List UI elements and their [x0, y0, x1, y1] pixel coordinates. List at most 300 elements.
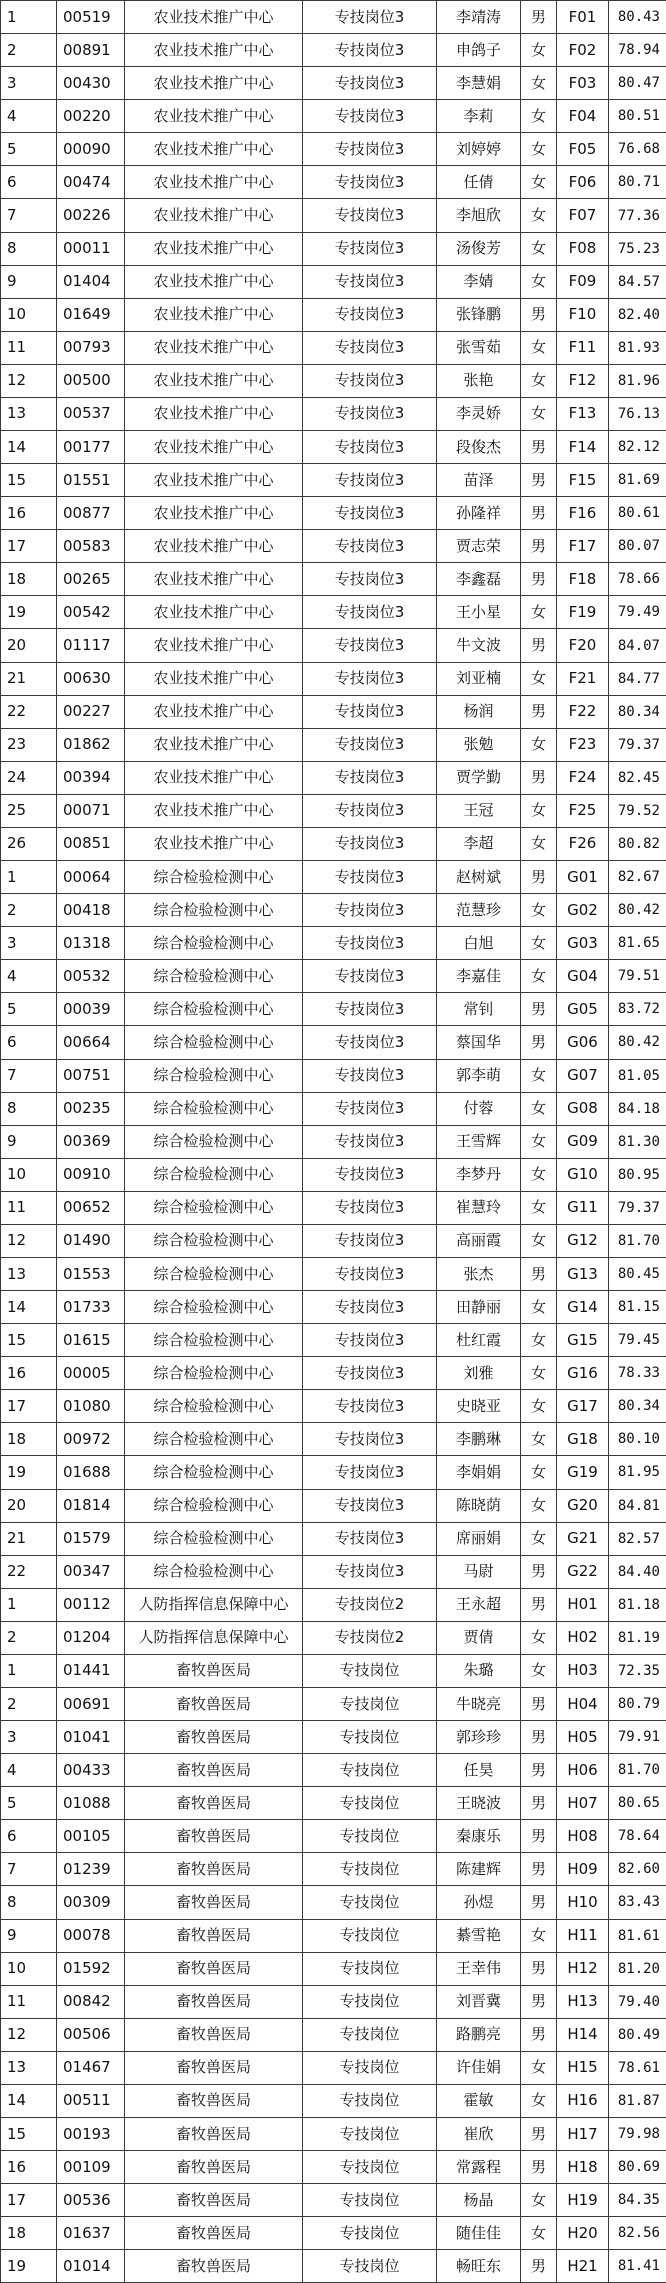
exam-code-cell: G11 [557, 1191, 609, 1224]
row-index-cell: 18 [1, 2217, 57, 2250]
position-cell: 专技岗位3 [303, 431, 437, 464]
score-cell: 82.12 [609, 431, 666, 464]
gender-cell: 女 [521, 67, 557, 100]
candidate-name-cell: 秦康乐 [437, 1820, 521, 1853]
gender-cell: 男 [521, 1754, 557, 1787]
unit-cell: 农业技术推广中心 [125, 331, 303, 364]
row-index-cell: 7 [1, 199, 57, 232]
ticket-number-cell: 00542 [57, 596, 125, 629]
score-cell: 79.91 [609, 1721, 666, 1754]
exam-code-cell: G09 [557, 1125, 609, 1158]
ticket-number-cell: 01088 [57, 1787, 125, 1820]
score-cell: 79.51 [609, 960, 666, 993]
table-row [1, 1026, 666, 1059]
score-cell: 80.45 [609, 1257, 666, 1290]
unit-cell: 农业技术推广中心 [125, 530, 303, 563]
exam-code-cell: G19 [557, 1456, 609, 1489]
position-cell: 专技岗位3 [303, 629, 437, 662]
unit-cell: 畜牧兽医局 [125, 2018, 303, 2051]
unit-cell: 综合检验检测中心 [125, 1059, 303, 1092]
candidate-name-cell: 王冠 [437, 794, 521, 827]
row-index-cell: 1 [1, 1588, 57, 1621]
position-cell: 专技岗位3 [303, 794, 437, 827]
exam-code-cell: F20 [557, 629, 609, 662]
candidate-name-cell: 李鹏琳 [437, 1423, 521, 1456]
unit-cell: 农业技术推广中心 [125, 497, 303, 530]
gender-cell: 女 [521, 232, 557, 265]
position-cell: 专技岗位 [303, 1919, 437, 1952]
exam-code-cell: F01 [557, 1, 609, 34]
score-cell: 84.40 [609, 1555, 666, 1588]
table-row [1, 1522, 666, 1555]
position-cell: 专技岗位 [303, 2018, 437, 2051]
unit-cell: 综合检验检测中心 [125, 1092, 303, 1125]
position-cell: 专技岗位3 [303, 1257, 437, 1290]
candidate-name-cell: 汤俊芳 [437, 232, 521, 265]
gender-cell: 女 [521, 1357, 557, 1390]
score-cell: 82.60 [609, 1853, 666, 1886]
position-cell: 专技岗位3 [303, 397, 437, 430]
unit-cell: 畜牧兽医局 [125, 1820, 303, 1853]
candidate-name-cell: 史晓亚 [437, 1390, 521, 1423]
unit-cell: 综合检验检测中心 [125, 1158, 303, 1191]
row-index-cell: 16 [1, 1357, 57, 1390]
position-cell: 专技岗位3 [303, 563, 437, 596]
ticket-number-cell: 00842 [57, 1985, 125, 2018]
exam-code-cell: F24 [557, 761, 609, 794]
table-row [1, 1621, 666, 1654]
unit-cell: 畜牧兽医局 [125, 1687, 303, 1720]
exam-code-cell: H13 [557, 1985, 609, 2018]
exam-code-cell: G21 [557, 1522, 609, 1555]
score-cell: 81.87 [609, 2084, 666, 2117]
position-cell: 专技岗位 [303, 1853, 437, 1886]
candidate-name-cell: 张雪茹 [437, 331, 521, 364]
ticket-number-cell: 00691 [57, 1687, 125, 1720]
score-cell: 80.49 [609, 2018, 666, 2051]
unit-cell: 综合检验检测中心 [125, 894, 303, 927]
exam-code-cell: F06 [557, 166, 609, 199]
unit-cell: 农业技术推广中心 [125, 34, 303, 67]
ticket-number-cell: 01592 [57, 1952, 125, 1985]
score-cell: 72.35 [609, 1654, 666, 1687]
row-index-cell: 6 [1, 166, 57, 199]
exam-code-cell: F08 [557, 232, 609, 265]
candidate-name-cell: 郭李萌 [437, 1059, 521, 1092]
exam-code-cell: F26 [557, 827, 609, 860]
position-cell: 专技岗位3 [303, 1092, 437, 1125]
candidate-name-cell: 杨晶 [437, 2184, 521, 2217]
candidate-name-cell: 王小星 [437, 596, 521, 629]
gender-cell: 女 [521, 2051, 557, 2084]
gender-cell: 女 [521, 397, 557, 430]
exam-code-cell: F18 [557, 563, 609, 596]
score-cell: 84.81 [609, 1489, 666, 1522]
position-cell: 专技岗位3 [303, 265, 437, 298]
exam-code-cell: G07 [557, 1059, 609, 1092]
position-cell: 专技岗位3 [303, 1357, 437, 1390]
row-index-cell: 9 [1, 1125, 57, 1158]
score-cell: 81.61 [609, 1919, 666, 1952]
table-row [1, 431, 666, 464]
score-cell: 82.56 [609, 2217, 666, 2250]
gender-cell: 女 [521, 166, 557, 199]
table-row [1, 563, 666, 596]
position-cell: 专技岗位3 [303, 1324, 437, 1357]
ticket-number-cell: 00430 [57, 67, 125, 100]
score-cell: 78.61 [609, 2051, 666, 2084]
row-index-cell: 12 [1, 1224, 57, 1257]
gender-cell: 男 [521, 563, 557, 596]
table-row [1, 1, 666, 34]
ticket-number-cell: 00506 [57, 2018, 125, 2051]
candidate-name-cell: 随佳佳 [437, 2217, 521, 2250]
position-cell: 专技岗位3 [303, 1489, 437, 1522]
unit-cell: 农业技术推广中心 [125, 133, 303, 166]
gender-cell: 女 [521, 364, 557, 397]
unit-cell: 农业技术推广中心 [125, 695, 303, 728]
gender-cell: 女 [521, 1919, 557, 1952]
table-row [1, 331, 666, 364]
score-cell: 84.57 [609, 265, 666, 298]
ticket-number-cell: 00369 [57, 1125, 125, 1158]
unit-cell: 畜牧兽医局 [125, 1787, 303, 1820]
position-cell: 专技岗位3 [303, 1291, 437, 1324]
position-cell: 专技岗位 [303, 1754, 437, 1787]
gender-cell: 女 [521, 1489, 557, 1522]
row-index-cell: 17 [1, 1390, 57, 1423]
candidate-name-cell: 李靖涛 [437, 1, 521, 34]
exam-code-cell: G01 [557, 861, 609, 894]
score-cell: 84.77 [609, 662, 666, 695]
ticket-number-cell: 00877 [57, 497, 125, 530]
candidate-name-cell: 任倩 [437, 166, 521, 199]
candidate-name-cell: 王幸伟 [437, 1952, 521, 1985]
ticket-number-cell: 00309 [57, 1886, 125, 1919]
table-row [1, 1985, 666, 2018]
ticket-number-cell: 00226 [57, 199, 125, 232]
ticket-number-cell: 01467 [57, 2051, 125, 2084]
gender-cell: 女 [521, 1621, 557, 1654]
unit-cell: 畜牧兽医局 [125, 1721, 303, 1754]
position-cell: 专技岗位3 [303, 100, 437, 133]
row-index-cell: 3 [1, 927, 57, 960]
candidate-name-cell: 陈晓荫 [437, 1489, 521, 1522]
table-row [1, 2151, 666, 2184]
ticket-number-cell: 00630 [57, 662, 125, 695]
row-index-cell: 23 [1, 728, 57, 761]
candidate-name-cell: 李梦丹 [437, 1158, 521, 1191]
exam-code-cell: G08 [557, 1092, 609, 1125]
gender-cell: 男 [521, 1687, 557, 1720]
position-cell: 专技岗位3 [303, 1390, 437, 1423]
table-row [1, 1588, 666, 1621]
ticket-number-cell: 00851 [57, 827, 125, 860]
row-index-cell: 26 [1, 827, 57, 860]
score-cell: 81.15 [609, 1291, 666, 1324]
position-cell: 专技岗位 [303, 2118, 437, 2151]
score-cell: 81.05 [609, 1059, 666, 1092]
table-row [1, 2184, 666, 2217]
score-cell: 81.30 [609, 1125, 666, 1158]
row-index-cell: 12 [1, 2018, 57, 2051]
position-cell: 专技岗位3 [303, 927, 437, 960]
row-index-cell: 11 [1, 1191, 57, 1224]
candidate-name-cell: 霍敏 [437, 2084, 521, 2117]
candidate-name-cell: 张杰 [437, 1257, 521, 1290]
candidate-name-cell: 段俊杰 [437, 431, 521, 464]
table-row [1, 1456, 666, 1489]
candidate-name-cell: 李超 [437, 827, 521, 860]
position-cell: 专技岗位3 [303, 530, 437, 563]
gender-cell: 男 [521, 497, 557, 530]
row-index-cell: 9 [1, 1919, 57, 1952]
candidate-name-cell: 崔慧玲 [437, 1191, 521, 1224]
row-index-cell: 22 [1, 1555, 57, 1588]
unit-cell: 畜牧兽医局 [125, 2184, 303, 2217]
score-cell: 80.34 [609, 695, 666, 728]
candidate-name-cell: 任昊 [437, 1754, 521, 1787]
exam-code-cell: F11 [557, 331, 609, 364]
unit-cell: 畜牧兽医局 [125, 1952, 303, 1985]
exam-code-cell: G15 [557, 1324, 609, 1357]
score-cell: 84.07 [609, 629, 666, 662]
gender-cell: 女 [521, 1324, 557, 1357]
gender-cell: 男 [521, 298, 557, 331]
ticket-number-cell: 00972 [57, 1423, 125, 1456]
exam-code-cell: G04 [557, 960, 609, 993]
row-index-cell: 13 [1, 2051, 57, 2084]
score-cell: 81.95 [609, 1456, 666, 1489]
exam-code-cell: G06 [557, 1026, 609, 1059]
position-cell: 专技岗位3 [303, 1026, 437, 1059]
row-index-cell: 10 [1, 1952, 57, 1985]
table-row [1, 1324, 666, 1357]
unit-cell: 综合检验检测中心 [125, 1423, 303, 1456]
exam-code-cell: F15 [557, 464, 609, 497]
row-index-cell: 25 [1, 794, 57, 827]
unit-cell: 综合检验检测中心 [125, 960, 303, 993]
position-cell: 专技岗位 [303, 2051, 437, 2084]
score-cell: 79.37 [609, 1191, 666, 1224]
unit-cell: 综合检验检测中心 [125, 1489, 303, 1522]
gender-cell: 男 [521, 2018, 557, 2051]
gender-cell: 男 [521, 1588, 557, 1621]
unit-cell: 农业技术推广中心 [125, 431, 303, 464]
position-cell: 专技岗位3 [303, 993, 437, 1026]
unit-cell: 畜牧兽医局 [125, 1853, 303, 1886]
row-index-cell: 6 [1, 1026, 57, 1059]
table-row [1, 2051, 666, 2084]
candidate-name-cell: 王晓波 [437, 1787, 521, 1820]
candidate-name-cell: 刘婷婷 [437, 133, 521, 166]
table-row [1, 1191, 666, 1224]
position-cell: 专技岗位3 [303, 761, 437, 794]
row-index-cell: 12 [1, 364, 57, 397]
exam-code-cell: H05 [557, 1721, 609, 1754]
candidate-name-cell: 高丽霞 [437, 1224, 521, 1257]
unit-cell: 综合检验检测中心 [125, 1224, 303, 1257]
exam-code-cell: H10 [557, 1886, 609, 1919]
ticket-number-cell: 00751 [57, 1059, 125, 1092]
gender-cell: 女 [521, 2217, 557, 2250]
gender-cell: 男 [521, 1787, 557, 1820]
ticket-number-cell: 00177 [57, 431, 125, 464]
unit-cell: 人防指挥信息保障中心 [125, 1588, 303, 1621]
candidate-name-cell: 贾学勤 [437, 761, 521, 794]
ticket-number-cell: 01318 [57, 927, 125, 960]
score-cell: 82.40 [609, 298, 666, 331]
candidate-name-cell: 刘晋冀 [437, 1985, 521, 2018]
ticket-number-cell: 00891 [57, 34, 125, 67]
score-cell: 79.45 [609, 1324, 666, 1357]
table-row [1, 2250, 666, 2283]
ticket-number-cell: 00537 [57, 397, 125, 430]
ticket-number-cell: 00511 [57, 2084, 125, 2117]
table-row [1, 1919, 666, 1952]
table-row [1, 1754, 666, 1787]
candidate-name-cell: 杨润 [437, 695, 521, 728]
ticket-number-cell: 01615 [57, 1324, 125, 1357]
gender-cell: 女 [521, 265, 557, 298]
position-cell: 专技岗位 [303, 1886, 437, 1919]
position-cell: 专技岗位3 [303, 199, 437, 232]
row-index-cell: 5 [1, 1787, 57, 1820]
candidate-name-cell: 刘雅 [437, 1357, 521, 1390]
gender-cell: 女 [521, 1158, 557, 1191]
row-index-cell: 2 [1, 894, 57, 927]
position-cell: 专技岗位3 [303, 596, 437, 629]
unit-cell: 农业技术推广中心 [125, 199, 303, 232]
row-index-cell: 16 [1, 497, 57, 530]
position-cell: 专技岗位3 [303, 497, 437, 530]
gender-cell: 男 [521, 1555, 557, 1588]
table-row [1, 530, 666, 563]
row-index-cell: 19 [1, 596, 57, 629]
ticket-number-cell: 00536 [57, 2184, 125, 2217]
table-row [1, 1423, 666, 1456]
position-cell: 专技岗位 [303, 1654, 437, 1687]
position-cell: 专技岗位3 [303, 1191, 437, 1224]
exam-code-cell: F16 [557, 497, 609, 530]
gender-cell: 女 [521, 827, 557, 860]
row-index-cell: 15 [1, 1324, 57, 1357]
score-cell: 84.18 [609, 1092, 666, 1125]
candidate-name-cell: 李灵娇 [437, 397, 521, 430]
table-row [1, 794, 666, 827]
unit-cell: 畜牧兽医局 [125, 1754, 303, 1787]
row-index-cell: 19 [1, 1456, 57, 1489]
ticket-number-cell: 00583 [57, 530, 125, 563]
candidate-name-cell: 李慧娟 [437, 67, 521, 100]
position-cell: 专技岗位3 [303, 166, 437, 199]
exam-code-cell: F25 [557, 794, 609, 827]
score-cell: 82.45 [609, 761, 666, 794]
ticket-number-cell: 01239 [57, 1853, 125, 1886]
exam-code-cell: H17 [557, 2118, 609, 2151]
gender-cell: 男 [521, 861, 557, 894]
position-cell: 专技岗位3 [303, 133, 437, 166]
candidate-name-cell: 李莉 [437, 100, 521, 133]
candidate-name-cell: 朱璐 [437, 1654, 521, 1687]
position-cell: 专技岗位 [303, 1985, 437, 2018]
position-cell: 专技岗位 [303, 1820, 437, 1853]
score-cell: 82.67 [609, 861, 666, 894]
row-index-cell: 18 [1, 563, 57, 596]
candidate-name-cell: 申鸽子 [437, 34, 521, 67]
exam-code-cell: H21 [557, 2250, 609, 2283]
position-cell: 专技岗位3 [303, 67, 437, 100]
exam-code-cell: G18 [557, 1423, 609, 1456]
gender-cell: 女 [521, 596, 557, 629]
position-cell: 专技岗位 [303, 1721, 437, 1754]
exam-code-cell: G02 [557, 894, 609, 927]
exam-code-cell: G10 [557, 1158, 609, 1191]
unit-cell: 畜牧兽医局 [125, 1886, 303, 1919]
ticket-number-cell: 00500 [57, 364, 125, 397]
table-row [1, 166, 666, 199]
gender-cell: 女 [521, 133, 557, 166]
ticket-number-cell: 01553 [57, 1257, 125, 1290]
score-cell: 81.65 [609, 927, 666, 960]
table-row [1, 1820, 666, 1853]
row-index-cell: 15 [1, 464, 57, 497]
exam-code-cell: F22 [557, 695, 609, 728]
exam-code-cell: G12 [557, 1224, 609, 1257]
exam-code-cell: F14 [557, 431, 609, 464]
table-row [1, 67, 666, 100]
table-row [1, 265, 666, 298]
position-cell: 专技岗位3 [303, 1456, 437, 1489]
table-row [1, 1952, 666, 1985]
ticket-number-cell: 00474 [57, 166, 125, 199]
table-row [1, 364, 666, 397]
gender-cell: 女 [521, 662, 557, 695]
row-index-cell: 22 [1, 695, 57, 728]
candidate-name-cell: 李鑫磊 [437, 563, 521, 596]
ticket-number-cell: 00112 [57, 1588, 125, 1621]
position-cell: 专技岗位3 [303, 232, 437, 265]
gender-cell: 男 [521, 761, 557, 794]
candidate-name-cell: 许佳娟 [437, 2051, 521, 2084]
unit-cell: 农业技术推广中心 [125, 464, 303, 497]
position-cell: 专技岗位 [303, 1952, 437, 1985]
table-row [1, 960, 666, 993]
score-cell: 80.07 [609, 530, 666, 563]
exam-code-cell: H19 [557, 2184, 609, 2217]
unit-cell: 综合检验检测中心 [125, 1125, 303, 1158]
table-row [1, 497, 666, 530]
exam-code-cell: F10 [557, 298, 609, 331]
row-index-cell: 21 [1, 662, 57, 695]
score-cell: 76.13 [609, 397, 666, 430]
row-index-cell: 3 [1, 1721, 57, 1754]
table-row [1, 1555, 666, 1588]
position-cell: 专技岗位3 [303, 1125, 437, 1158]
score-cell: 80.71 [609, 166, 666, 199]
gender-cell: 男 [521, 464, 557, 497]
unit-cell: 农业技术推广中心 [125, 794, 303, 827]
unit-cell: 农业技术推广中心 [125, 265, 303, 298]
ticket-number-cell: 00793 [57, 331, 125, 364]
position-cell: 专技岗位 [303, 2217, 437, 2250]
unit-cell: 综合检验检测中心 [125, 1390, 303, 1423]
gender-cell: 女 [521, 1092, 557, 1125]
candidate-name-cell: 王永超 [437, 1588, 521, 1621]
row-index-cell: 14 [1, 2084, 57, 2117]
score-cell: 81.93 [609, 331, 666, 364]
ticket-number-cell: 00394 [57, 761, 125, 794]
